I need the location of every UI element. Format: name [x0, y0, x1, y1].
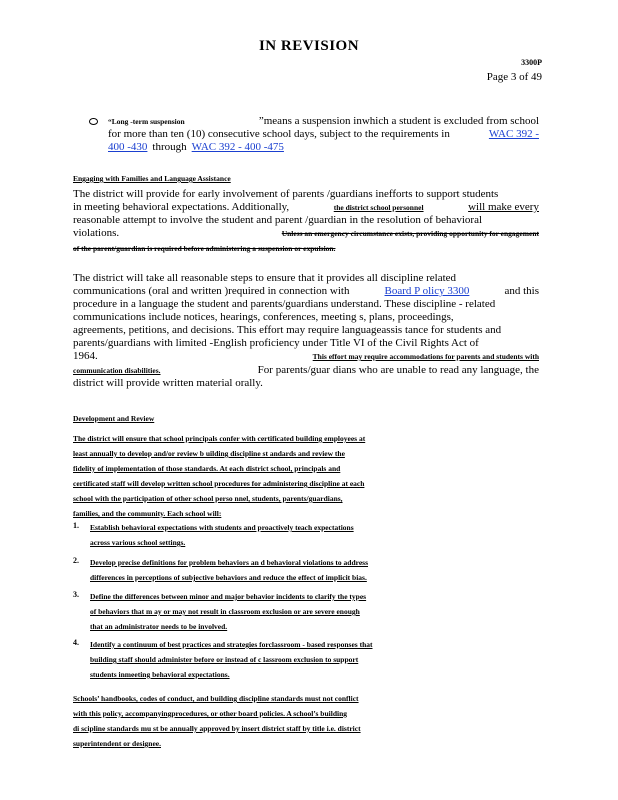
bullet-circle-icon [89, 118, 98, 125]
list-number: 1. [73, 521, 79, 530]
underlined-line: with this policy, accompanyingprocedures, or other board policies. A school’s building [73, 709, 347, 718]
paragraph-line: reasonable attempt to involve the student and parent /guardian in the resolution of behavioral [73, 214, 483, 226]
paragraph-line: communications (oral and written )required in connection with Board P olicy 3300 and this [73, 285, 539, 297]
list-item-line: Develop precise definitions for problem behaviors an d behavioral violations to address [90, 558, 369, 567]
underlined-line: superintendent or designee. [73, 739, 161, 748]
list-item-line: across various school settings. [90, 538, 186, 547]
page-title: IN REVISION [258, 38, 360, 54]
definition-line-3: 400 -430 through WAC 392 - 400 -475 [108, 141, 284, 153]
underlined-line: di scipline standards mu st be annually approved by insert district staff by title i.e. district [73, 724, 361, 733]
wac-link-2[interactable]: WAC 392 - 400 -475 [191, 141, 284, 153]
section-heading-development: Development and Review [73, 414, 155, 423]
underlined-line: fidelity of implementation of those standards. At each district school, principals and [73, 464, 341, 473]
section-heading-engaging: Engaging with Families and Language Assistance [73, 174, 231, 183]
list-item-line: differences in perceptions of subjective behaviors and reduce the effect of implicit bias. [90, 573, 367, 582]
struck-text-line: of the parent/guardian is required before administering a suspension or expulsion. [73, 244, 336, 253]
paragraph-line: agreements, petitions, and decisions. This effort may require languageassis tance for students and [73, 324, 502, 336]
list-number: 2. [73, 556, 79, 565]
paragraph-line: communications include notices, hearings, conferences, meeting s, plans, proceedings, [73, 311, 454, 323]
policy-code: 3300P [521, 58, 542, 67]
paragraph-line: parents/guardians with limited -English proficiency under Title VI of the Civil Rights Act of [73, 337, 479, 349]
list-number: 4. [73, 638, 79, 647]
board-policy-link[interactable]: Board P olicy 3300 [384, 285, 470, 297]
list-number: 3. [73, 590, 79, 599]
underlined-line: Schools’ handbooks, codes of conduct, and building discipline standards must not conflict [73, 694, 359, 703]
list-item-line: Define the differences between minor and major behavior incidents to clarify the types [90, 592, 367, 601]
list-item-line: of behaviors that m ay or may not result in classroom exclusion or are severe enough [90, 607, 360, 616]
list-item-line: Establish behavioral expectations with students and proactively teach expectations [90, 523, 354, 532]
paragraph-line: The district will take all reasonable steps to ensure that it provides all discipline related [73, 272, 457, 284]
paragraph-line: in meeting behavioral expectations. Additionally, the district school personnel will make every [73, 201, 539, 213]
paragraph-line: The district will provide for early involvement of parents /guardians inefforts to support students [73, 188, 499, 200]
list-item-line: that an administrator needs to be involved. [90, 622, 228, 631]
underlined-line: certificated staff will develop written school procedures for administering discipline at each [73, 479, 365, 488]
list-item-line: Identify a continuum of best practices and strategies forclassroom - based responses that [90, 640, 373, 649]
underlined-line: families, and the community. Each school will: [73, 509, 222, 518]
page-number: Page 3 of 49 [486, 71, 542, 83]
paragraph-line: district will provide written material orally. [73, 377, 263, 389]
underlined-line: least annually to develop and/or review b uilding discipline st andards and review the [73, 449, 345, 458]
wac-link-1[interactable]: WAC 392 - [488, 128, 539, 140]
paragraph-line: violations. Unless an emergency circumstance exists, providing opportunity for engagement [73, 227, 539, 239]
paragraph-line: procedure in a language the student and parents/guardians understand. These discipline - related [73, 298, 496, 310]
list-item-line: building staff should administer before or instead of c lassroom exclusion to support [90, 655, 359, 664]
paragraph-line: 1964. This effort may require accommodations for parents and students with [73, 350, 539, 362]
paragraph-line: communication disabilities. For parents/guar dians who are unable to read any language, the [73, 364, 539, 376]
wac-link-1b[interactable]: 400 -430 [108, 141, 148, 153]
definition-line-2: for more than ten (10) consecutive school days, subject to the requirements in WAC 392 - [108, 128, 539, 140]
list-item-line: students inmeeting behavioral expectations. [90, 670, 230, 679]
definition-line-1: “Long -term suspension ”means a suspension inwhich a student is excluded from school [108, 115, 539, 127]
underlined-line: school with the participation of other school perso nnel, students, parents/guardians, [73, 494, 343, 503]
underlined-line: The district will ensure that school principals confer with certificated building employees at [73, 434, 366, 443]
